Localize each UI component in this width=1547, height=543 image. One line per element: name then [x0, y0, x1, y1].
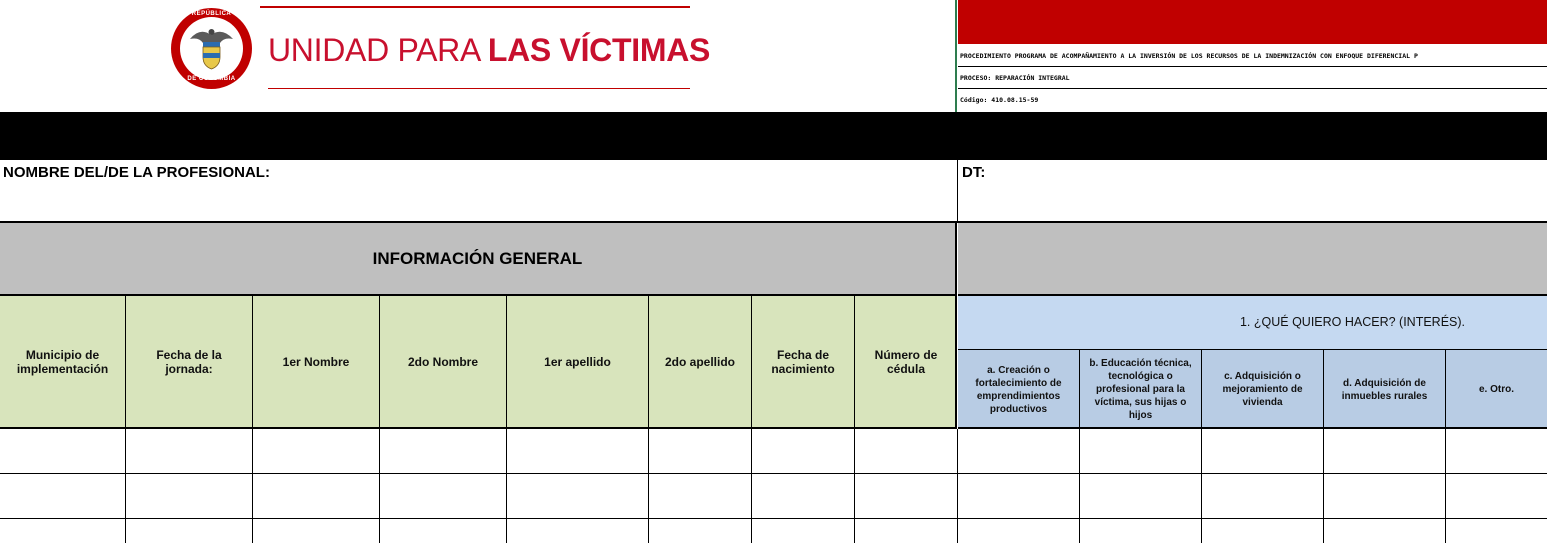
- seal-bottom-text: DE COLOMBIA: [187, 76, 236, 82]
- grid-column-line: [854, 429, 855, 543]
- black-title-band: [0, 112, 1547, 160]
- brand-rule-bottom: [268, 88, 690, 89]
- option-header-emprendimientos[interactable]: a. Creación o fortalecimiento de emprendimientos productivos: [975, 364, 1062, 415]
- dt-field[interactable]: DT:: [962, 164, 986, 181]
- procedure-title[interactable]: PROCEDIMIENTO PROGRAMA DE ACOMPAÑAMIENTO A LA INVERSIÓN DE LOS RECURSOS DE LA INDEMNIZACIÓN CON ENFOQUE DIFERENCIAL P: [958, 45, 1547, 67]
- interest-title[interactable]: 1. ¿QUÉ QUIERO HACER? (INTERÉS).: [1239, 315, 1466, 329]
- code-label[interactable]: Código: 410.08.15-59: [960, 96, 1039, 104]
- grid-column-line: [648, 429, 649, 543]
- table-row-divider: [0, 518, 1547, 519]
- column-header-segundo-nombre[interactable]: 2do Nombre: [407, 355, 478, 369]
- grid-column-line: [1079, 429, 1080, 543]
- brand-rule-top: [260, 6, 690, 8]
- process-label[interactable]: PROCESO: REPARACIÓN INTEGRAL: [958, 67, 1547, 89]
- red-header-band: [958, 0, 1547, 44]
- section-title: INFORMACIÓN GENERAL: [372, 249, 583, 268]
- seal-inner: [180, 17, 243, 80]
- column-header-numero-cedula[interactable]: Número de cédula: [874, 348, 938, 376]
- professional-name-field[interactable]: NOMBRE DEL/DE LA PROFESIONAL:: [3, 164, 270, 181]
- option-header-otro[interactable]: e. Otro.: [1478, 384, 1514, 395]
- option-header-vivienda[interactable]: c. Adquisición o mejoramiento de vivienda: [1222, 371, 1303, 408]
- coat-of-arms-icon: [180, 17, 243, 80]
- grid-column-line: [957, 429, 958, 543]
- grid-column-line: [1201, 429, 1202, 543]
- seal-top-text: REPÚBLICA: [191, 11, 232, 17]
- brand-name-bold: LAS VÍCTIMAS: [487, 32, 711, 68]
- grid-column-line: [125, 429, 126, 543]
- brand-name: [268, 30, 710, 70]
- option-header-educacion[interactable]: b. Educación técnica, tecnológica o profesional para la víctima, sus hijas o hijos: [1089, 358, 1192, 421]
- grid-column-line: [1445, 429, 1446, 543]
- grid-column-line: [379, 429, 380, 543]
- brand-name-light: UNIDAD PARA: [268, 32, 488, 68]
- table-row-divider: [0, 473, 1547, 474]
- grid-column-line: [506, 429, 507, 543]
- column-header-primer-apellido[interactable]: 1er apellido: [544, 355, 611, 369]
- column-header-municipio[interactable]: Municipio de implementación: [16, 348, 109, 376]
- column-header-segundo-apellido[interactable]: 2do apellido: [664, 355, 735, 369]
- name-row-divider: [957, 160, 958, 223]
- column-header-fecha-nacimiento[interactable]: Fecha de nacimiento: [771, 348, 835, 376]
- option-header-inmuebles-rurales[interactable]: d. Adquisición de inmuebles rurales: [1341, 377, 1428, 402]
- grid-column-line: [751, 429, 752, 543]
- column-header-primer-nombre[interactable]: 1er Nombre: [282, 355, 350, 369]
- grid-column-line: [1323, 429, 1324, 543]
- column-header-fecha-jornada[interactable]: Fecha de la jornada:: [156, 348, 222, 376]
- section-header-right: [958, 223, 1547, 296]
- grid-column-line: [252, 429, 253, 543]
